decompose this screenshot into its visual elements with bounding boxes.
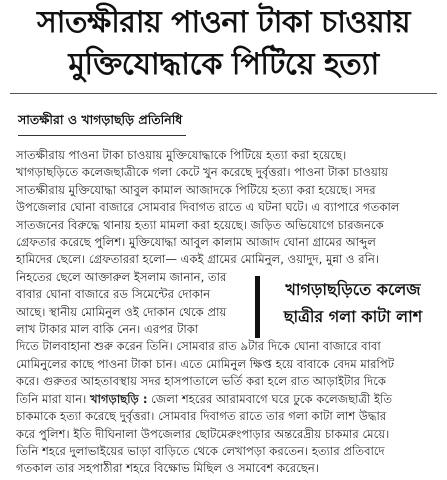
body-line: সাতক্ষীরায় মুক্তিযোদ্ধা আবুল কামাল আজাদকে পিটিয়ে হত্যা করা হয়েছে। সদর: [16, 182, 376, 197]
body-line: মোমিনুলের কাছে পাওনা টাকা চান। এতে মোমিনুল ক্ষিপ্ত হয়ে বাবাকে বেদম মারপিট: [16, 356, 395, 371]
headline: [0, 2, 447, 86]
subheadline-line-1: খাগড়াছড়িতে কলেজ: [285, 280, 421, 299]
body-line: গতকাল তার সহপাঠীরা শহরে বিক্ষোভ মিছিল ও সমাবেশ করেছেন।: [16, 461, 319, 476]
body-line-narrow: লাখ টাকার মাল বাকি নেন। এরপর টাকা: [16, 322, 199, 337]
body-line-narrow: বাবার ঘোনা বাজারে রড সিমেন্টের দোকান: [16, 287, 211, 302]
headline-line-1: সাতক্ষীরায় পাওনা টাকা চাওয়ায়: [36, 5, 411, 40]
body-line: করে। গুরুতর আহতাবস্থায় সদর হাসপাতালে ভর্তি করা হলে রাত আড়াইটার দিকে: [16, 374, 386, 389]
body-line-narrow: নিহতের ছেলে আক্তারুল ইসলাম জানান, তার: [16, 269, 227, 284]
body-line: গ্রেফতার করেছে পুলিশ। মুক্তিযোদ্ধা আবুল কালাম আজাদ ঘোনা গ্রামের আব্দুল: [16, 235, 376, 250]
body-text-segment: তিনি মারা যান।: [16, 391, 87, 406]
dateline-khagrachari: খাগড়াছড়ি :: [89, 391, 148, 406]
body-line: তিনি শহরে দুলাভাইয়ের ভাড়া বাড়িতে থেকে লেখাপড়া করতেন। হত্যার প্রতিবাদে: [16, 443, 385, 458]
body-line: করে পুলিশ। ইতি দীঘিনালা উপজেলার ছোটমেরুংপাড়ার অন্তরেদ্রীয় চাকমার মেয়ে।: [16, 426, 390, 441]
subheadline-box: [255, 276, 438, 338]
body-line: সাতক্ষীরায় পাওনা টাকা চাওয়ায় মুক্তিযোদ্ধাকে পিটিয়ে হত্যা করা হয়েছে।: [16, 148, 347, 162]
headline-divider: [10, 93, 437, 94]
body-line: সাতজনের বিরুদ্ধে থানায় হত্যা মামলা করা হয়েছে। জড়িত অভিযোগে চারজনকে: [16, 217, 384, 232]
body-line: চাকমাকে হত্যা করেছে দুর্বৃত্তরা। সোমবার দিবাগত রাতে তার গলা কাটা লাশ উদ্ধার: [16, 409, 387, 424]
byline-underline: [18, 135, 186, 136]
body-line-with-dateline: [16, 391, 430, 408]
body-line: খাগড়াছড়িতে কলেজছাত্রীকে গলা কেটে খুন করেছে দুর্বৃত্তরা। পাওনা টাকা চাওয়ায়: [16, 165, 388, 180]
subheadline-line-2: ছাত্রীর গলা কাটা লাশ: [283, 307, 423, 326]
body-line: হামিদের ছেলে। গ্রেফতাররা হলো— একই গ্রামের মোমিনুল, ওয়াদুদ, মুন্না ও রনি।: [16, 252, 380, 267]
body-text-segment: জেলা শহরের আরামবাগে ঘরে ঢুকে কলেজছাত্রী ইতি: [147, 391, 393, 406]
body-line: দিতে টালবাহানা শুরু করেন তিনি। সোমবার রাত ৯টার দিকে ঘোনা বাজারে বাবা: [16, 339, 381, 354]
headline-line-2: মুক্তিযোদ্ধাকে পিটিয়ে হত্যা: [68, 47, 379, 82]
body-line: উপজেলার ঘোনা বাজারে সোমবার দিবাগত রাতে এ ঘটনা ঘটে। এ ব্যাপারে গতকাল: [16, 200, 400, 215]
body-line-narrow: আছে। স্থানীয় মোমিনুল ওই দোকান থেকে প্রায়: [16, 304, 227, 319]
byline: সাতক্ষীরা ও খাগড়াছড়ি প্রতিনিধি: [18, 112, 183, 127]
